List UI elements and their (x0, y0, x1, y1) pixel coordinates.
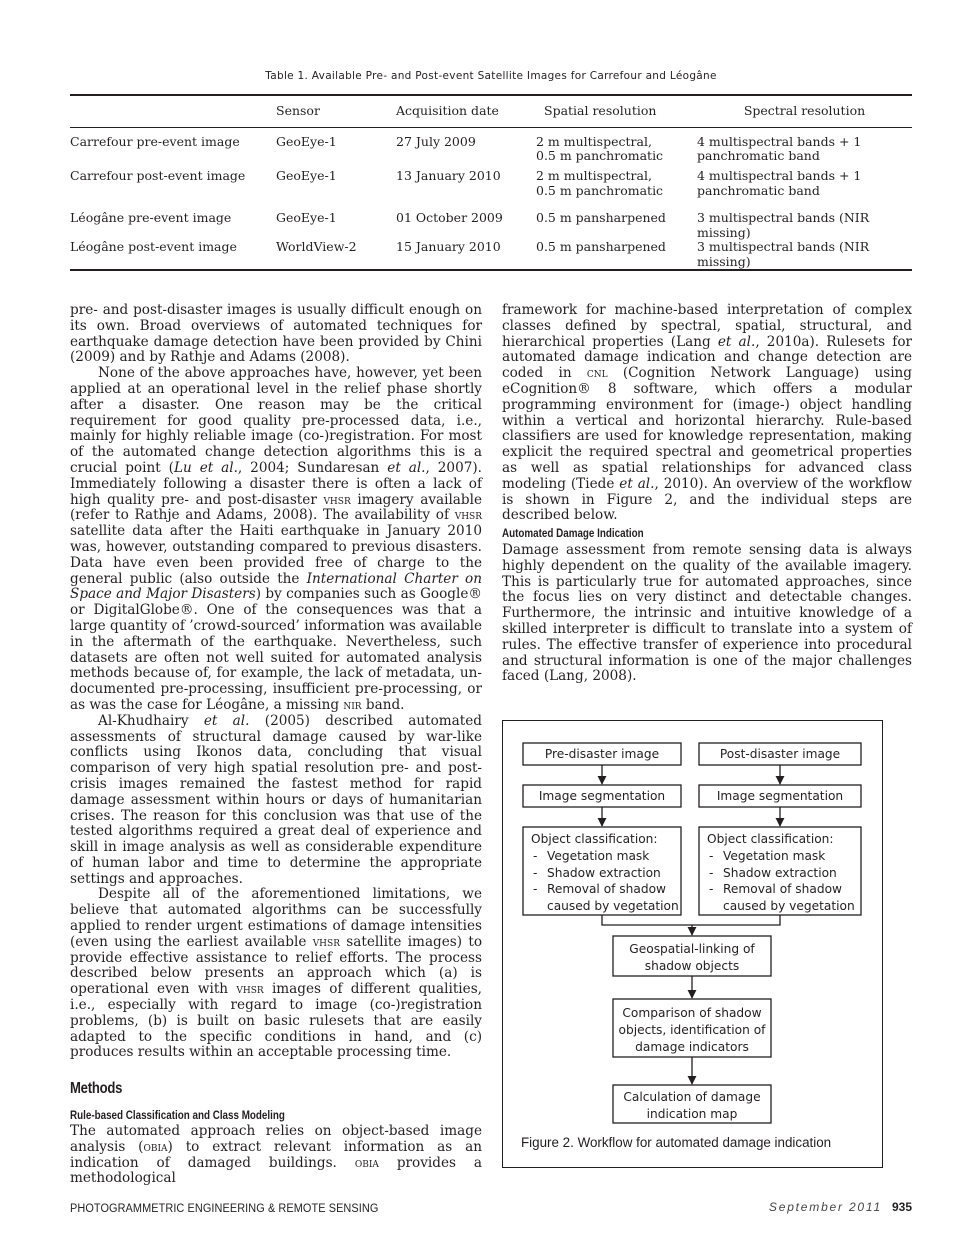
journal-name: PHOTOGRAMMETRIC ENGINEERING & REMOTE SENSING (70, 1201, 379, 1215)
comparison-label: objects, identification of (618, 1023, 766, 1037)
row-date: 15 January 2010 (396, 239, 501, 254)
classification-item: caused by vegetation (547, 899, 679, 913)
table-header-row (70, 95, 912, 127)
text-run: The automated approach relies on object-based image analysis ( (70, 1123, 482, 1155)
acronym: vhsr (312, 934, 340, 950)
figure-caption: Figure 2. Workflow for automated damage indication (521, 1135, 832, 1150)
table-header-sensor: Sensor (276, 103, 320, 118)
text-run: satellite data after the Haiti earthquake in January 2010 was, however, outstanding compared to previous disasters. Data have even been provided free of charge to the general public (also outside the (70, 523, 482, 587)
post-disaster-label: Post-disaster image (719, 747, 841, 761)
table-header-spatial: Spatial resolution (544, 103, 657, 118)
text-run: ) by companies such as Google® or DigitalGlobe®. One of the consequences was that a large quantity of ’crowd-sourced’ information was available in the aftermath of the earthquake. Nevertheless, such datasets are often not well suited for automated analysis methods because of, for example, the lack of metadata, un-documented pre-processing, insufficient pre-processing, or as was the case for Léogâne, a missing (70, 586, 482, 713)
left-column-bottom (70, 1124, 482, 1187)
classification-bullet: - (709, 866, 714, 880)
text-run: pre- and post-disaster images is usually difficult enough on its own. Broad overviews of automated techniques for earthquake damage detection have been provided by Chini (2009) and by Rathje and Adams (2008). (70, 302, 482, 366)
right-column-lower (502, 543, 912, 685)
paragraph (70, 714, 482, 888)
calculation-label: indication map (646, 1107, 738, 1121)
calculation-label: Calculation of damage (623, 1090, 761, 1104)
row-date: 27 July 2009 (396, 133, 476, 149)
table-header-date: Acquisition date (396, 103, 499, 118)
text-run: images of different qualities, i.e., especially with regard to image (co-)registration problems, (b) is built on basic rulesets that are easily adapted to the specific conditions in hand, and (c) produces results within an acceptable processing time. (70, 981, 483, 1061)
acronym: obia (143, 1139, 168, 1155)
acronym: vhsr (454, 508, 482, 524)
row-label: Léogâne pre-event image (70, 210, 232, 225)
acronym: vhsr (323, 492, 351, 508)
comparison-label: damage indicators (635, 1040, 749, 1054)
classification-bullet: - (533, 866, 538, 880)
classification-item: caused by vegetation (723, 899, 855, 913)
text-run: imagery available (refer to Rathje and Adams, 2008). The availability of (70, 491, 482, 524)
classification-bullet: - (709, 882, 714, 896)
page-number: 935 (891, 1200, 912, 1214)
classification-item: Removal of shadow (723, 882, 843, 896)
table-row (70, 240, 912, 270)
row-label: Léogâne post-event image (70, 239, 237, 254)
text-run: provides a methodological (70, 1154, 483, 1187)
acronym: vhsr (236, 982, 264, 998)
text-run: None of the above approaches have, however, yet been applied at an operational level in the relief phase shortly after a disaster. One reason may be the critical requirement for good quality pre-processed data, i.e., mainly for highly reliable image (co-)registration. For most of the automated change detection algorithms this is a crucial point ( (70, 365, 482, 476)
text-run: , 2010). An overview of the workflow is shown in Figure 2, and the individual steps are described below. (502, 475, 913, 524)
text-run: band. (365, 696, 405, 713)
classification-title: Object classification: (531, 832, 658, 846)
row-spectral: 3 multispectral bands (NIR missing) (697, 239, 870, 269)
comparison-label: Comparison of shadow (622, 1006, 762, 1020)
acronym: nir (343, 697, 362, 713)
classification-item: Vegetation mask (547, 849, 650, 863)
pre-disaster-label: Pre-disaster image (544, 747, 660, 761)
spatial-line: 0.5 m panchromatic (536, 182, 664, 198)
spectral-line: panchromatic band (697, 148, 820, 163)
workflow-diagram (503, 721, 884, 1169)
classification-bullet: - (533, 882, 538, 896)
segmentation-left-label: Image segmentation (538, 789, 666, 803)
satellite-images-table (70, 94, 912, 271)
table-row (70, 169, 912, 211)
row-date: 01 October 2009 (396, 210, 503, 225)
row-sensor: GeoEye-1 (276, 168, 337, 183)
spectral-line: 4 multispectral bands + 1 (697, 168, 862, 183)
text-run: (2005) described automated assessments of structural damage caused by war-like conflicts using Ikonos data, concluding that visual comparison of very high spatial resolution pre- and post-crisis images remained the fastest method for rapid damage assessment within hours or days of humanitarian crises. The reason for this conclusion was that use of the tested algorithms required a great deal of experience and skill in image analysis as well as considerable expenditure of human labor and time to determine the appropriate settings and approaches. (70, 712, 482, 887)
left-column (70, 303, 482, 1061)
paragraph (70, 303, 482, 366)
row-spatial: 0.5 m pansharpened (536, 210, 666, 225)
text-run: framework for machine-based interpretation of complex classes defined by spectral, spatial, structural, and hierarchical properties (Lang (502, 302, 912, 350)
subsection-heading: Automated Damage Indication (502, 526, 644, 540)
table-row (70, 127, 912, 169)
paragraph (70, 366, 482, 714)
spectral-line: 4 multispectral bands + 1 (697, 133, 862, 149)
table-row (70, 211, 912, 240)
figure-2 (502, 720, 883, 1168)
text-run: ) to extract relevant information as an indication of damaged buildings. (70, 1138, 482, 1171)
classification-item: Shadow extraction (723, 866, 837, 880)
acronym: obia (354, 1155, 379, 1171)
paragraph (70, 1124, 482, 1187)
spatial-line: 0.5 m panchromatic (536, 148, 664, 163)
row-sensor: WorldView-2 (276, 239, 357, 254)
methods-heading: Methods (70, 1080, 123, 1097)
citation-author: Lu (173, 459, 192, 476)
text-run: , 2007). Immediately following a disaster there is often a lack of high quality pre- and post-disaster (70, 459, 483, 508)
text-run: Despite all of the aforementioned limitations, we believe that automated algorithms can be successfully applied to render urgent estimations of damage intensities (even using the earliest available (70, 886, 482, 950)
row-spatial (536, 169, 697, 211)
spatial-line: 2 m multispectral, (536, 168, 652, 183)
text-run: satellite images) to provide effective assistance to relief efforts. The process described below presents an approach which (a) is operational even with (70, 933, 483, 998)
arrow (602, 915, 692, 935)
classification-bullet: - (533, 849, 538, 863)
row-spectral (697, 169, 912, 211)
spectral-line: panchromatic band (697, 182, 820, 198)
right-column (502, 303, 912, 524)
table-caption: Table 1. Available Pre- and Post-event Satellite Images for Carrefour and Léogâne (265, 70, 717, 82)
row-spectral: 3 multispectral bands (NIR missing) (697, 210, 870, 240)
row-spatial: 0.5 m pansharpened (536, 239, 666, 254)
arrow (692, 915, 780, 925)
classification-item: Removal of shadow (547, 882, 667, 896)
citation-etal: et al. (387, 459, 426, 476)
text-run: Damage assessment from remote sensing data is always highly dependent on the quality of the available imagery. This is particularly true for automated approaches, since the focus lies on very distinct and detectable changes. Furthermore, the intrinsic and intuitive knowledge of a skilled interpreter is difficult to translate into a system of rules. The effective transfer of experience into procedural and structural information is one of the major challenges faced (Lang, 2008). (502, 542, 912, 685)
segmentation-right-label: Image segmentation (716, 789, 844, 803)
row-label: Carrefour post-event image (70, 168, 246, 183)
classification-item: Vegetation mask (723, 849, 826, 863)
issue-date: September 2011 (768, 1200, 882, 1214)
charter-title: International Charter on Space and Major Disasters (70, 570, 482, 603)
row-spectral (697, 127, 912, 169)
citation-etal: et al. (203, 712, 250, 729)
spatial-line: 2 m multispectral, (536, 133, 652, 149)
geospatial-linking-label: Geospatial-linking of (629, 942, 755, 956)
citation-author: Al-Khudhairy (98, 712, 189, 729)
classification-bullet: - (709, 849, 714, 863)
paragraph (70, 887, 482, 1061)
geospatial-linking-label: shadow objects (644, 959, 740, 973)
classification-title: Object classification: (707, 832, 834, 846)
subsection-heading: Rule-based Classification and Class Modeling (70, 1108, 285, 1122)
citation-etal: et al. (199, 459, 238, 476)
row-label: Carrefour pre-event image (70, 133, 240, 149)
citation-etal: et al. (619, 475, 655, 492)
text-run: , 2010a). Rulesets for automated damage indication and change detection are coded in (502, 333, 913, 382)
table-header-blank (70, 95, 276, 127)
citation-etal: et al. (717, 333, 756, 350)
text-run: , 2004; Sundaresan (237, 459, 380, 476)
table-header-spectral: Spectral resolution (743, 103, 866, 118)
paragraph (502, 303, 912, 524)
footer-right (769, 1200, 912, 1214)
row-date: 13 January 2010 (396, 168, 501, 183)
paragraph (502, 543, 912, 685)
text-run: (Cognition Network Language) using eCognition® 8 software, which offers a modular programming environment for (image-) object handling within a vertical and horizontal hierarchy. Rule-based classifiers are used for knowledge representation, making explicit the required spectral and geometrical properties as well as spatial relationships for advanced class modeling (Tiede (502, 365, 912, 492)
acronym: cnl (586, 366, 608, 382)
classification-item: Shadow extraction (547, 866, 661, 880)
row-sensor: GeoEye-1 (276, 133, 337, 149)
row-spatial (536, 127, 697, 169)
row-sensor: GeoEye-1 (276, 210, 337, 225)
